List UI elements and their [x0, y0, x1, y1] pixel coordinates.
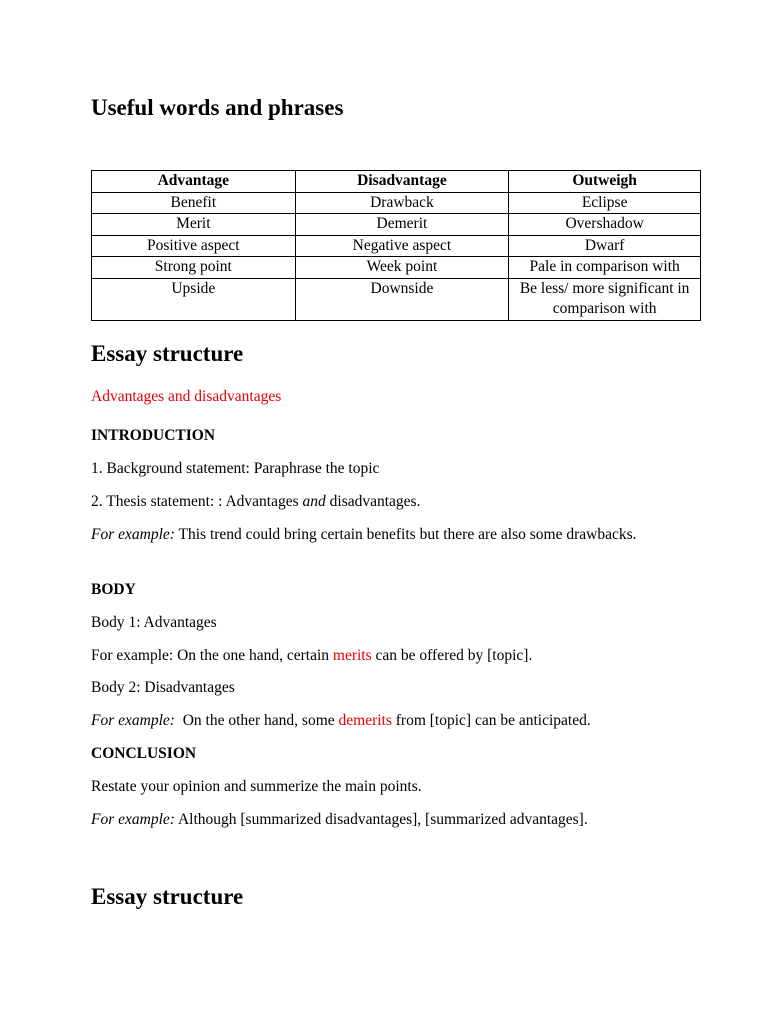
demerits-highlight: demerits — [338, 712, 392, 729]
table-row — [92, 192, 701, 214]
table-cell: Overshadow — [509, 214, 701, 236]
thesis-text-emphasis: and — [302, 493, 326, 510]
table-header-row — [92, 171, 701, 193]
thesis-statement-line — [91, 490, 671, 513]
table-row — [92, 278, 701, 320]
conclusion-example-text: Although [summarized disadvantages], [summarized advantages]. — [174, 811, 588, 828]
thesis-text-start: 2. Thesis statement: : Advantages — [91, 493, 303, 510]
table-row — [92, 257, 701, 279]
introduction-heading: INTRODUCTION — [91, 427, 216, 444]
table-header: Outweigh — [509, 171, 701, 193]
essay-type-subtitle: Advantages and disadvantages — [91, 388, 282, 405]
table-cell: Strong point — [92, 257, 296, 279]
table-cell: Drawback — [295, 192, 509, 214]
table-cell: Be less/ more significant in comparison with — [509, 278, 701, 320]
body-heading: BODY — [91, 581, 136, 598]
table-row — [92, 235, 701, 257]
table-cell: Merit — [92, 214, 296, 236]
body2-example — [91, 709, 671, 732]
vocabulary-table — [91, 170, 701, 321]
thesis-text-end: disadvantages. — [325, 493, 421, 510]
table-cell: Upside — [92, 278, 296, 320]
intro-example — [91, 523, 671, 546]
background-statement-line: 1. Background statement: Paraphrase the topic — [91, 460, 380, 477]
table-cell: Week point — [295, 257, 509, 279]
body1-line: Body 1: Advantages — [91, 614, 217, 631]
table-header: Advantage — [92, 171, 296, 193]
example-label: For example: — [91, 712, 175, 729]
table-header: Disadvantage — [295, 171, 509, 193]
table-cell: Negative aspect — [295, 235, 509, 257]
conclusion-example — [91, 808, 671, 831]
table-cell: Eclipse — [509, 192, 701, 214]
table-cell: Dwarf — [509, 235, 701, 257]
body1-example-start: For example: On the one hand, certain — [91, 647, 333, 664]
body2-example-start: On the other hand, some — [174, 712, 339, 729]
conclusion-heading: CONCLUSION — [91, 745, 197, 762]
table-cell: Demerit — [295, 214, 509, 236]
essay-structure-heading: Essay structure — [91, 341, 244, 366]
table-cell: Positive aspect — [92, 235, 296, 257]
example-text: This trend could bring certain benefits but there are also some drawbacks. — [174, 526, 637, 543]
example-label: For example: — [91, 526, 175, 543]
essay-structure-heading-2: Essay structure — [91, 884, 244, 909]
table-cell: Benefit — [92, 192, 296, 214]
body1-example-end: can be offered by [topic]. — [371, 647, 533, 664]
table-row — [92, 214, 701, 236]
merits-highlight: merits — [332, 647, 372, 664]
useful-words-heading: Useful words and phrases — [91, 95, 344, 120]
conclusion-line: Restate your opinion and summerize the main points. — [91, 778, 422, 795]
table-cell: Downside — [295, 278, 509, 320]
table-cell: Pale in comparison with — [509, 257, 701, 279]
body2-line: Body 2: Disadvantages — [91, 679, 235, 696]
body2-example-end: from [topic] can be anticipated. — [391, 712, 591, 729]
example-label: For example: — [91, 811, 175, 828]
body1-example — [91, 644, 671, 667]
